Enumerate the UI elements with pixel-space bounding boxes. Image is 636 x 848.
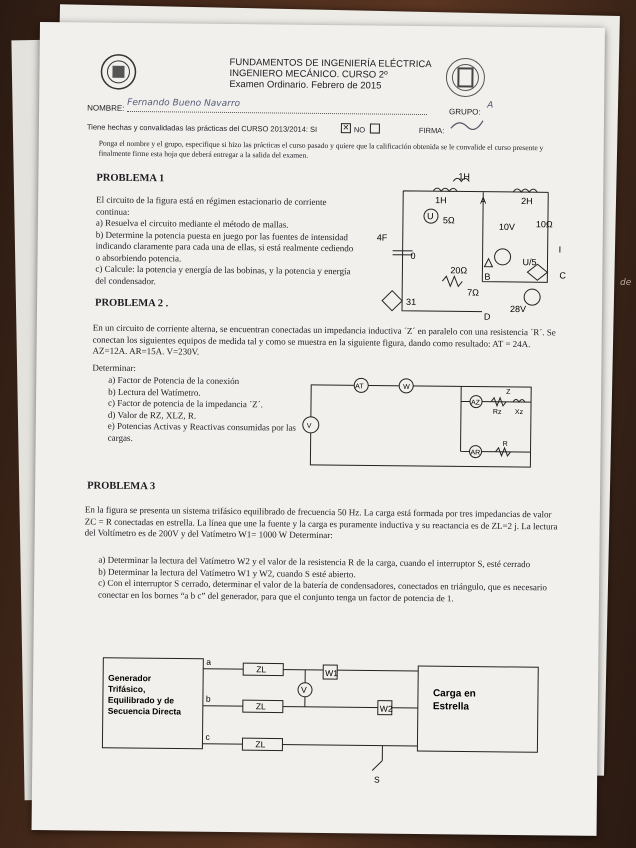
generator-label-3: Equilibrado y de [107,694,175,706]
name-value: Fernando Bueno Navarro [127,97,241,110]
circuit1-label-U: U [426,211,434,222]
margin-note: de [620,278,632,288]
terminal-b: b [205,693,211,704]
problema2-item-e: e) Potencias Activas y Reactivas consumidas por las cargas. [107,420,297,443]
circuit1-label-B: B [484,271,491,282]
problema3-intro: En la figura se presenta un sistema trifásico equilibrado de frecuencia 50 Hz. La carga está formada por tres impedancias de valor ZC = R conectadas en estrella. La línea que une la fuente y la carga es puramente inductiva y su reactancia es de ZL=2 j. La lectura del Voltímetro es de 200V y del Vatímetro W1= 1000 W Determinar: [84,504,558,541]
circuit1-label-r5: 5Ω [442,215,455,226]
generator-label-1: Generador [108,672,152,684]
load-label-2: Estrella [432,701,470,713]
group-label: GRUPO: [449,107,481,117]
name-underline [127,111,427,115]
circuit2-label-W: W [403,383,410,391]
zl-label-1: ZL [256,664,267,675]
switch-label: S [374,774,380,785]
instructions-text: Ponga el nombre y el grupo, especifique si hizo las prácticas el curso pasado y quiere que la calificación obtenida se le convalide el curso presente y finalmente firme esta hoja que deberá entregar a la salida del examen. [98,138,544,160]
problema3-items [98,555,562,606]
circuit1-label-zero: 0 [410,250,416,261]
circuit2-label-AT: AT [355,383,364,391]
circuit-3-diagram [92,648,573,793]
problema1-item-b: b) Determine la potencia puesta en juego por las fuentes de intensidad indicando claramente para cada una de ellas, si está realmente cediendo o absorbiendo potencia. [95,229,354,263]
practicas-question: Tiene hechas y convalidadas las prácticas del CURSO 2013/2014: SI [86,122,318,134]
problema3-item-a: a) Determinar la lectura del Vatímetro W2 y el valor de la resistencia R de la carga, cuando el interruptor S, esté cerrado [98,554,531,570]
problema2-intro: En un circuito de corriente alterna, se encuentran conectadas un impedancia inductiva ´Z´ en paralelo con una resistencia ´R´. Se conectan los siguientes equipos de medida tal y como se muestra en la siguiente figura, dando como resultado: AT = 24A. AZ=12A. AR=15A. V=230V. [92,322,556,357]
problema1-text [95,195,356,290]
wattmeter2-label: W2 [379,703,393,714]
circuit2-label-V: V [306,422,312,430]
zl-label-3: ZL [255,739,266,750]
firma-label: FIRMA: [418,125,445,136]
problema3-title: PROBLEMA 3 [87,480,156,493]
signature-scribble [449,116,489,132]
problema1-item-a: a) Resuelva el circuito mediante el método de mallas. [95,217,289,230]
wattmeter1-label: W1 [325,668,338,679]
circuit1-label-s31: 31 [406,296,417,307]
circuit1-label-r10: 10Ω [535,219,553,230]
no-label: NO [353,125,366,135]
group-value: A [487,100,494,111]
no-checkbox[interactable] [370,123,380,133]
zl-label-2: ZL [255,701,266,712]
problema2-item-a: a) Factor de Potencia de la conexión [108,374,240,387]
circuit1-label-c4: 4F [376,232,388,243]
university-seal-icon [99,53,137,91]
terminal-c: c [205,731,210,742]
problema2-items [108,375,299,446]
circuit2-label-Rz: Rz [492,408,502,416]
circuit1-label-v10: 10V [498,221,515,232]
load-label-1: Carga en [432,688,476,700]
problema1-title: PROBLEMA 1 [96,172,165,185]
problema2-determinar: Determinar: [92,362,136,374]
terminal-a: a [206,656,212,667]
exam-date: Examen Ordinario. Febrero de 2015 [229,78,382,92]
problema2-title: PROBLEMA 2 . [95,297,169,310]
circuit1-label-I: I [558,244,562,255]
problema2-item-d: d) Valor de RZ, XLZ, R. [107,409,197,421]
name-label: NOMBRE: [87,103,125,113]
circuit2-label-R: R [502,440,508,448]
circuit1-label-u5: U/5 [522,257,537,268]
problema2-item-c: c) Factor de potencia de la impedancia ´Z´. [107,397,263,410]
circuit-2-diagram [290,370,556,473]
circuit2-label-Z: Z [506,388,511,396]
circuit1-label-D: D [483,311,491,322]
problema2-item-b: b) Lectura del Watímetro. [108,386,201,398]
circuit1-label-l1: 1H [458,171,470,182]
circuit2-label-AR: AR [470,449,481,457]
voltmeter-label: V [300,684,307,695]
generator-label-2: Trifásico, [107,683,146,695]
circuit2-label-Xz: Xz [514,408,524,417]
circuit2-label-AZ: AZ [470,399,481,407]
school-logo-icon [444,56,486,98]
problema3-item-c: c) Con el interruptor S cerrado, determinar el valor de la batería de condensadores, conectados en triángulo, que es necesario conectar en los bornes “a b c” del generador, para que el conjunto tenga un factor de potencia de 1. [97,577,547,603]
exam-sheet [32,22,605,836]
circuit1-label-r7: 7Ω [467,287,479,298]
generator-label-4: Secuencia Directa [107,705,182,717]
si-checkbox[interactable]: ✕ [342,123,350,133]
circuit1-label-l2: 1H [435,195,447,206]
circuit1-label-r20: 20Ω [450,265,468,276]
problema1-intro: El circuito de la figura está en régimen estacionario de corriente continua: [95,194,327,217]
circuit1-label-v28: 28V [509,303,527,315]
circuit1-label-l3: 2H [521,196,533,207]
problema3-item-b: b) Determinar la lectura del Vatímetro W1 y W2, cuando S esté abierto. [98,566,356,579]
circuit1-label-C: C [559,270,566,281]
circuit-1-diagram [372,171,574,323]
course-subtitle: INGENIERO MECÁNICO. CURSO 2º [229,67,388,81]
circuit1-label-A: A [480,195,487,206]
course-title: FUNDAMENTOS DE INGENIERÍA ELÉCTRICA [229,56,432,71]
problema1-item-c: c) Calcule: la potencia y energía de las bobinas, y la potencia y energía del condensador. [95,263,351,286]
